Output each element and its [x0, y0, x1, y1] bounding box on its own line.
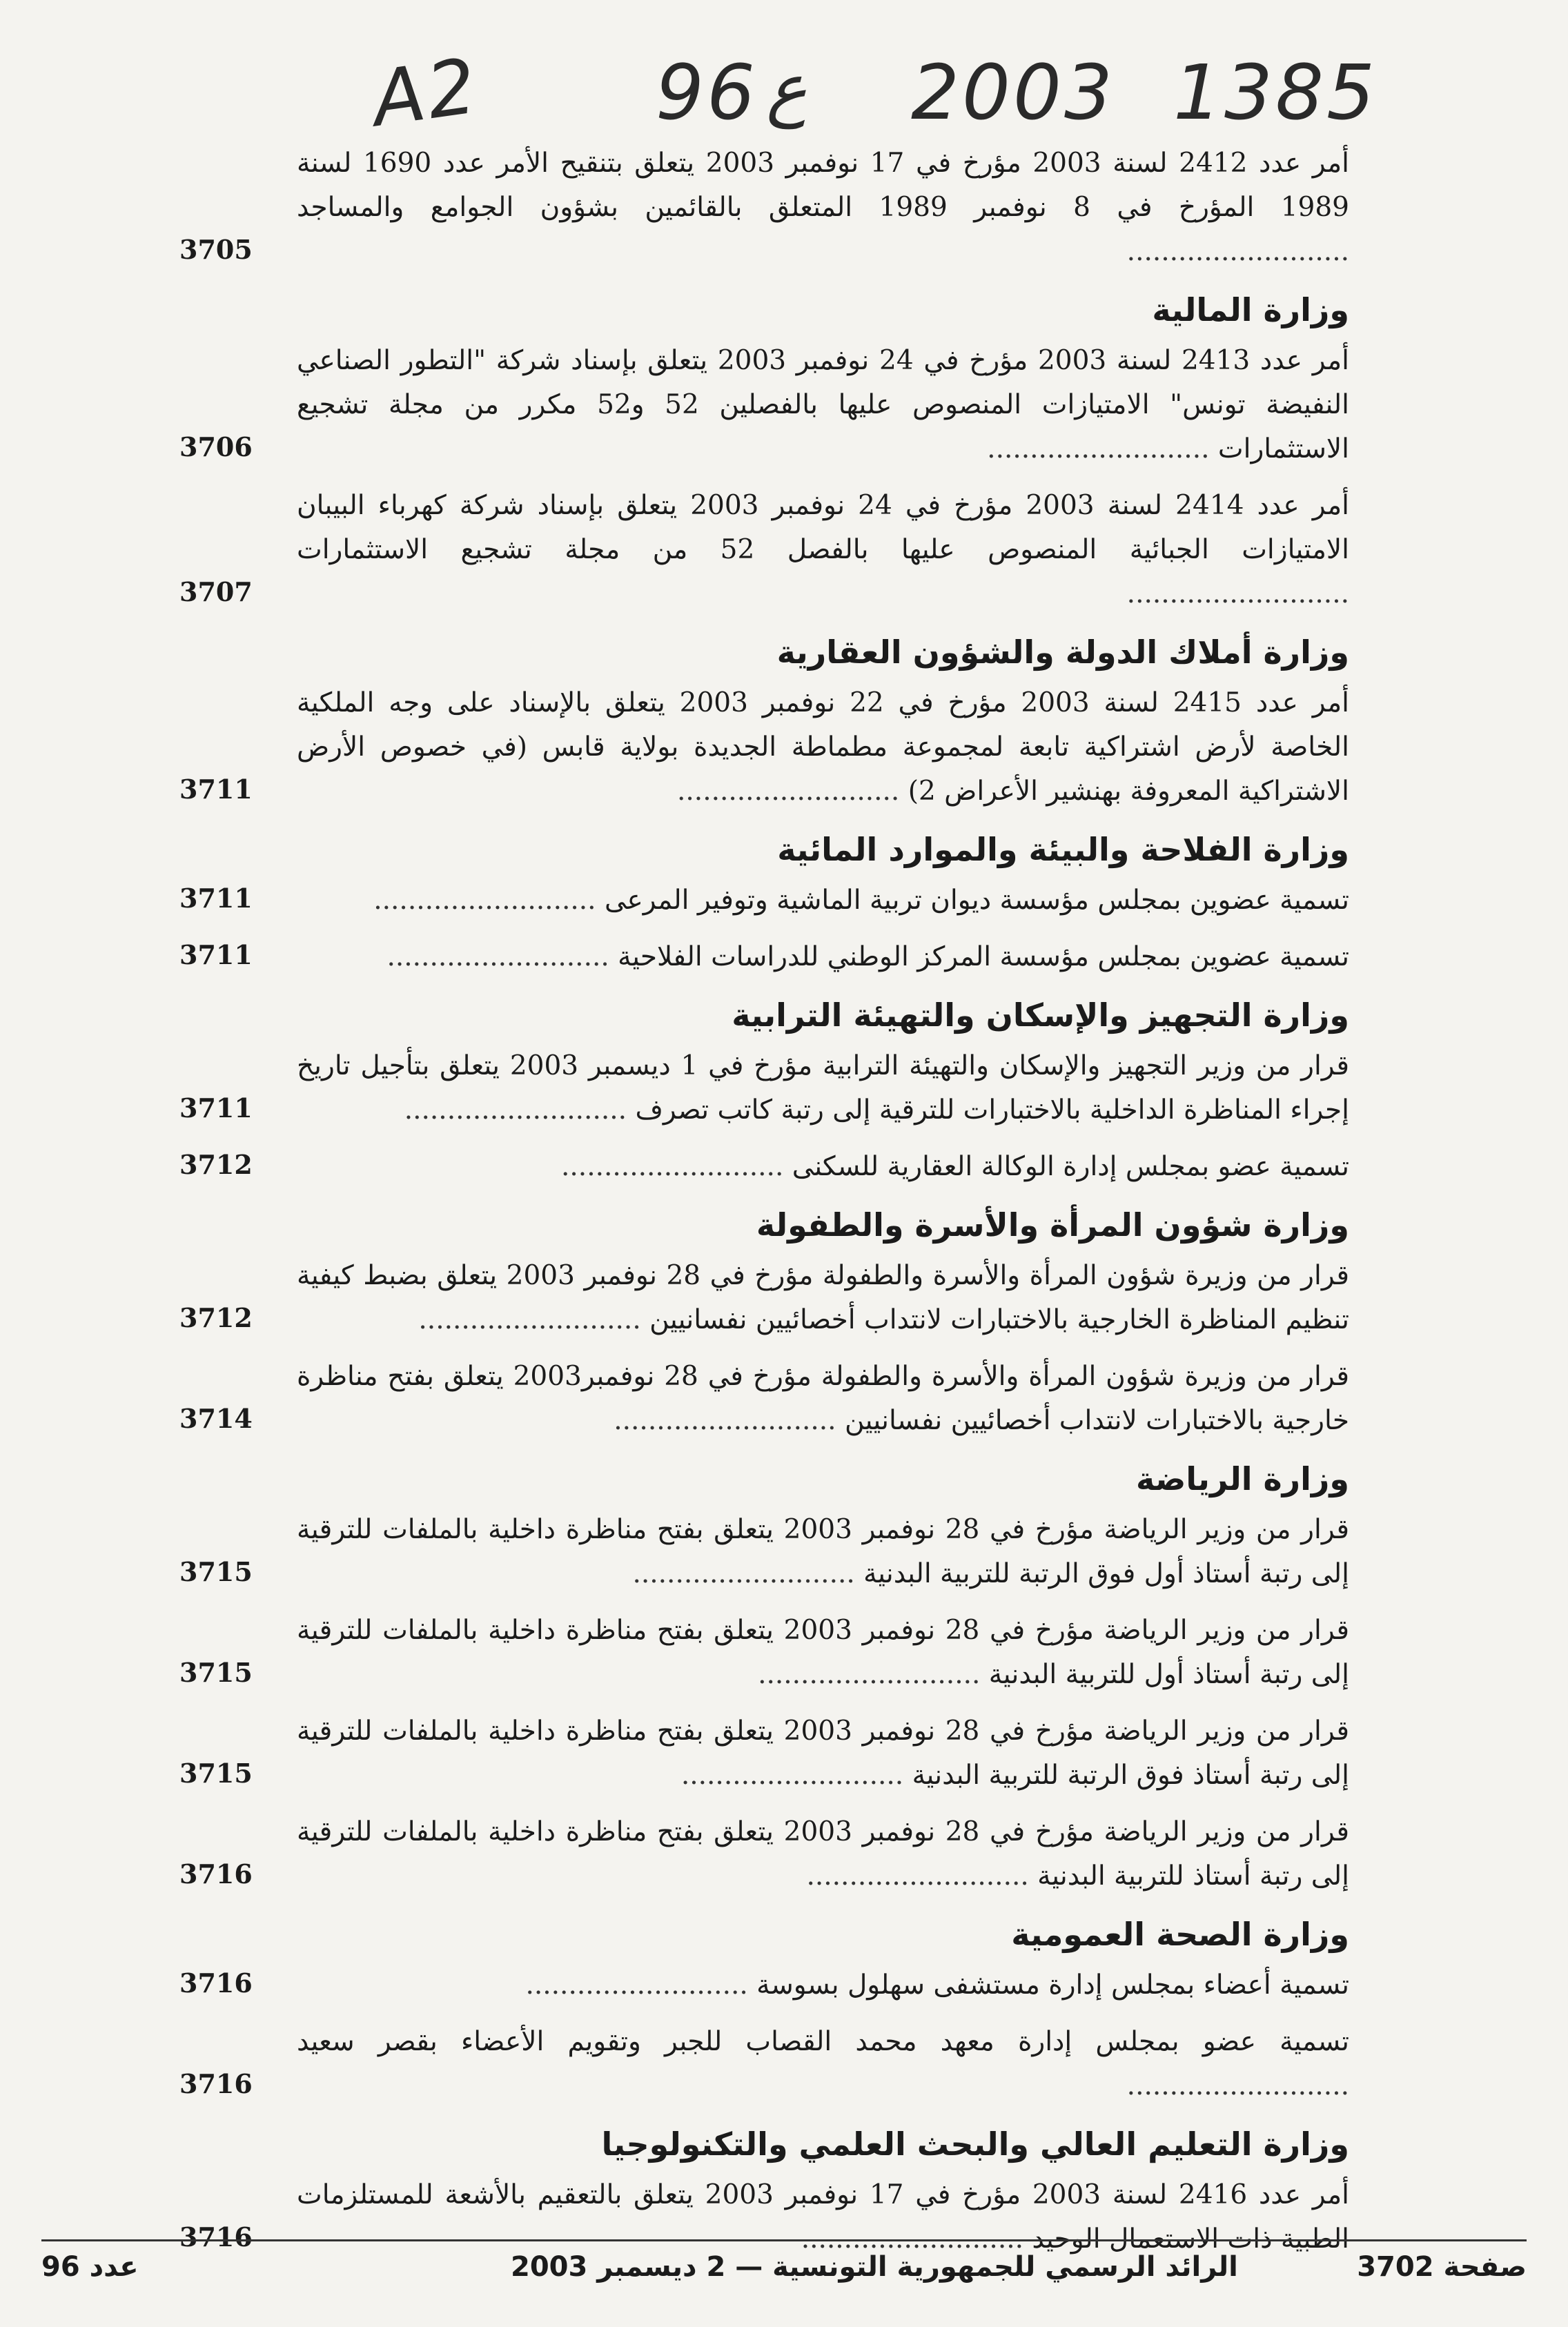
entry-text: تسمية عضوين بمجلس مؤسسة المركز الوطني للدراسات الفلاحية — [618, 941, 1349, 972]
toc-entry — [179, 1145, 1349, 1189]
toc-entry — [179, 1508, 1349, 1596]
leader-dots: .......................... — [680, 1760, 912, 1791]
entry-page-number: 3711 — [179, 883, 253, 914]
footer-page-number: صفحة 3702 — [1357, 2251, 1527, 2283]
ministry-section — [179, 289, 1349, 616]
ministry-heading: وزارة التعليم العالي والبحث العلمي والتكنولوجيا — [601, 2125, 1349, 2163]
toc-entry — [179, 1709, 1349, 1798]
leader-dots: .......................... — [1126, 578, 1349, 609]
entry-text: قرار من وزير التجهيز والإسكان والتهيئة الترابية مؤرخ في 1 ديسمبر 2003 يتعلق بتأجيل تاريخ إجراء المناظرة الداخلية بالاختبارات للترقية إلى رتبة كاتب تصرف — [297, 1050, 1349, 1126]
table-of-contents — [179, 141, 1349, 2274]
ministry-section — [179, 829, 1349, 979]
entry-page-number: 3711 — [179, 774, 253, 805]
ministry-heading: وزارة أملاك الدولة والشؤون العقارية — [776, 634, 1349, 671]
handwritten-note-issue: 96 — [656, 48, 758, 137]
entry-text: تسمية عضو بمجلس إدارة الوكالة العقارية للسكنى — [792, 1151, 1349, 1182]
leader-dots: .......................... — [801, 2223, 1032, 2255]
toc-entry — [179, 484, 1349, 616]
leader-dots: .......................... — [614, 1405, 845, 1436]
footer-journal-title: الرائد الرسمي للجمهورية التونسية — 2 ديسمبر 2003 — [511, 2251, 1238, 2283]
ministry-heading: وزارة التجهيز والإسكان والتهيئة الترابية — [732, 996, 1349, 1034]
handwritten-note-letter: ع — [766, 48, 807, 129]
entry-page-number: 3714 — [179, 1403, 253, 1434]
toc-entry — [179, 339, 1349, 471]
leader-dots: .......................... — [525, 1970, 757, 2001]
entry-text: قرار من وزير الرياضة مؤرخ في 28 نوفمبر 2003 يتعلق بفتح مناظرة داخلية بالملفات للترقية إلى رتبة أستاذ فوق الرتبة للتربية البدنية — [297, 1716, 1349, 1791]
ministry-section — [179, 1458, 1349, 1898]
toc-entry — [179, 2020, 1349, 2108]
entry-page-number: 3706 — [179, 431, 253, 462]
leader-dots: .......................... — [404, 1094, 636, 1126]
entry-page-number: 3711 — [179, 939, 253, 970]
entry-text: قرار من وزير الرياضة مؤرخ في 28 نوفمبر 2003 يتعلق بفتح مناظرة داخلية بالملفات للترقية إلى رتبة أستاذ أول للتربية البدنية — [297, 1615, 1349, 1690]
entry-page-number: 3705 — [179, 234, 253, 265]
ministry-section — [179, 994, 1349, 1189]
entry-text: قرار من وزيرة شؤون المرأة والأسرة والطفولة مؤرخ في 28 نوفمبر2003 يتعلق بفتح مناظرة خارجية بالاختبارات لانتداب أخصائيين نفسانيين — [297, 1361, 1349, 1436]
entry-text: تسمية عضو بمجلس إدارة معهد محمد القصاب للجبر وتقويم الأعضاء بقصر سعيد — [297, 2026, 1349, 2057]
leader-dots: .......................... — [418, 1304, 650, 1335]
entry-text: تسمية عضوين بمجلس مؤسسة ديوان تربية الماشية وتوفير المرعى — [604, 885, 1349, 916]
ministry-heading: وزارة المالية — [1152, 291, 1349, 328]
entry-text: أمر عدد 2416 لسنة 2003 مؤرخ في 17 نوفمبر 2003 يتعلق بالتعقيم بالأشعة للمستلزمات الطبية ذات الاستعمال الوحيد — [297, 2179, 1349, 2255]
leader-dots: .......................... — [373, 885, 605, 916]
entry-page-number: 3715 — [179, 1556, 253, 1587]
entry-text: أمر عدد 2412 لسنة 2003 مؤرخ في 17 نوفمبر 2003 يتعلق بتنقيح الأمر عدد 1690 لسنة 1989 المؤرخ في 8 نوفمبر 1989 المتعلق بالقائمين بشؤون الجوامع والمساجد — [297, 148, 1349, 223]
entry-text: قرار من وزير الرياضة مؤرخ في 28 نوفمبر 2003 يتعلق بفتح مناظرة داخلية بالملفات للترقية إلى رتبة أستاذ للتربية البدنية — [297, 1816, 1349, 1892]
ministry-section — [179, 631, 1349, 814]
toc-entry — [179, 2173, 1349, 2261]
entry-text: قرار من وزير الرياضة مؤرخ في 28 نوفمبر 2003 يتعلق بفتح مناظرة داخلية بالملفات للترقية إلى رتبة أستاذ أول فوق الرتبة للتربية البدنية — [297, 1514, 1349, 1589]
toc-entry — [179, 1355, 1349, 1443]
leader-dots: .......................... — [677, 776, 908, 807]
ministry-heading: وزارة الفلاحة والبيئة والموارد المائية — [777, 831, 1349, 868]
toc-entry — [179, 878, 1349, 923]
toc-entry — [179, 935, 1349, 979]
toc-entry — [179, 1609, 1349, 1697]
entry-page-number: 3707 — [179, 576, 253, 607]
leader-dots: .......................... — [1126, 236, 1349, 267]
leader-dots: .......................... — [758, 1659, 989, 1690]
handwritten-note-number: 1385 — [1173, 48, 1378, 137]
toc-entry — [179, 1254, 1349, 1342]
footer-issue-number: عدد 96 — [41, 2251, 139, 2283]
entry-page-number: 3715 — [179, 1758, 253, 1789]
entry-page-number: 3716 — [179, 2068, 253, 2099]
leader-dots: .......................... — [386, 941, 618, 972]
entry-page-number: 3715 — [179, 1657, 253, 1688]
ministry-heading: وزارة الصحة العمومية — [1011, 1916, 1349, 1953]
ministry-heading: وزارة الرياضة — [1135, 1460, 1349, 1498]
entry-page-number: 3712 — [179, 1149, 253, 1180]
ministry-section — [179, 141, 1349, 274]
toc-entry — [179, 141, 1349, 274]
entry-text: أمر عدد 2413 لسنة 2003 مؤرخ في 24 نوفمبر 2003 يتعلق بإسناد شركة "التطور الصناعي النفيضة تونس" الامتيازات المنصوص عليها بالفصلين 52 و52 مكرر من مجلة تشجيع الاستثمارات — [297, 345, 1349, 464]
leader-dots: .......................... — [1126, 2070, 1349, 2101]
entry-text: قرار من وزيرة شؤون المرأة والأسرة والطفولة مؤرخ في 28 نوفمبر 2003 يتعلق بضبط كيفية تنظيم المناظرة الخارجية بالاختبارات لانتداب أخصائيين نفسانيين — [297, 1260, 1349, 1335]
handwritten-note-year: 2003 — [911, 48, 1115, 137]
handwritten-note-a2: A2 — [366, 41, 484, 144]
toc-entry — [179, 1810, 1349, 1898]
ministry-section — [179, 1914, 1349, 2108]
leader-dots: .......................... — [987, 433, 1218, 464]
toc-entry — [179, 681, 1349, 814]
entry-page-number: 3716 — [179, 1858, 253, 1889]
entry-page-number: 3712 — [179, 1302, 253, 1333]
footer-divider — [41, 2239, 1527, 2241]
ministry-heading: وزارة شؤون المرأة والأسرة والطفولة — [756, 1206, 1349, 1244]
leader-dots: .......................... — [632, 1558, 864, 1589]
toc-entry — [179, 1963, 1349, 2007]
leader-dots: .......................... — [561, 1151, 792, 1182]
entry-page-number: 3716 — [179, 2221, 253, 2252]
entry-text: أمر عدد 2414 لسنة 2003 مؤرخ في 24 نوفمبر 2003 يتعلق بإسناد شركة كهرباء البيبان الامتيازات الجبائية المنصوص عليها بالفصل 52 من مجلة تشجيع الاستثمارات — [297, 490, 1350, 565]
entry-text: تسمية أعضاء بمجلس إدارة مستشفى سهلول بسوسة — [756, 1970, 1349, 2001]
leader-dots: .......................... — [806, 1860, 1038, 1892]
entry-page-number: 3716 — [179, 1967, 253, 1999]
page-footer — [41, 2251, 1527, 2292]
entry-page-number: 3711 — [179, 1092, 253, 1123]
toc-entry — [179, 1044, 1349, 1132]
entry-text: أمر عدد 2415 لسنة 2003 مؤرخ في 22 نوفمبر 2003 يتعلق بالإسناد على وجه الملكية الخاصة لأرض اشتراكية تابعة لمجموعة مطماطة الجديدة بولاية قابس (في خصوص الأرض الاشتراكية المعروفة بهنشير الأعراض 2) — [297, 687, 1350, 807]
ministry-section — [179, 1204, 1349, 1443]
